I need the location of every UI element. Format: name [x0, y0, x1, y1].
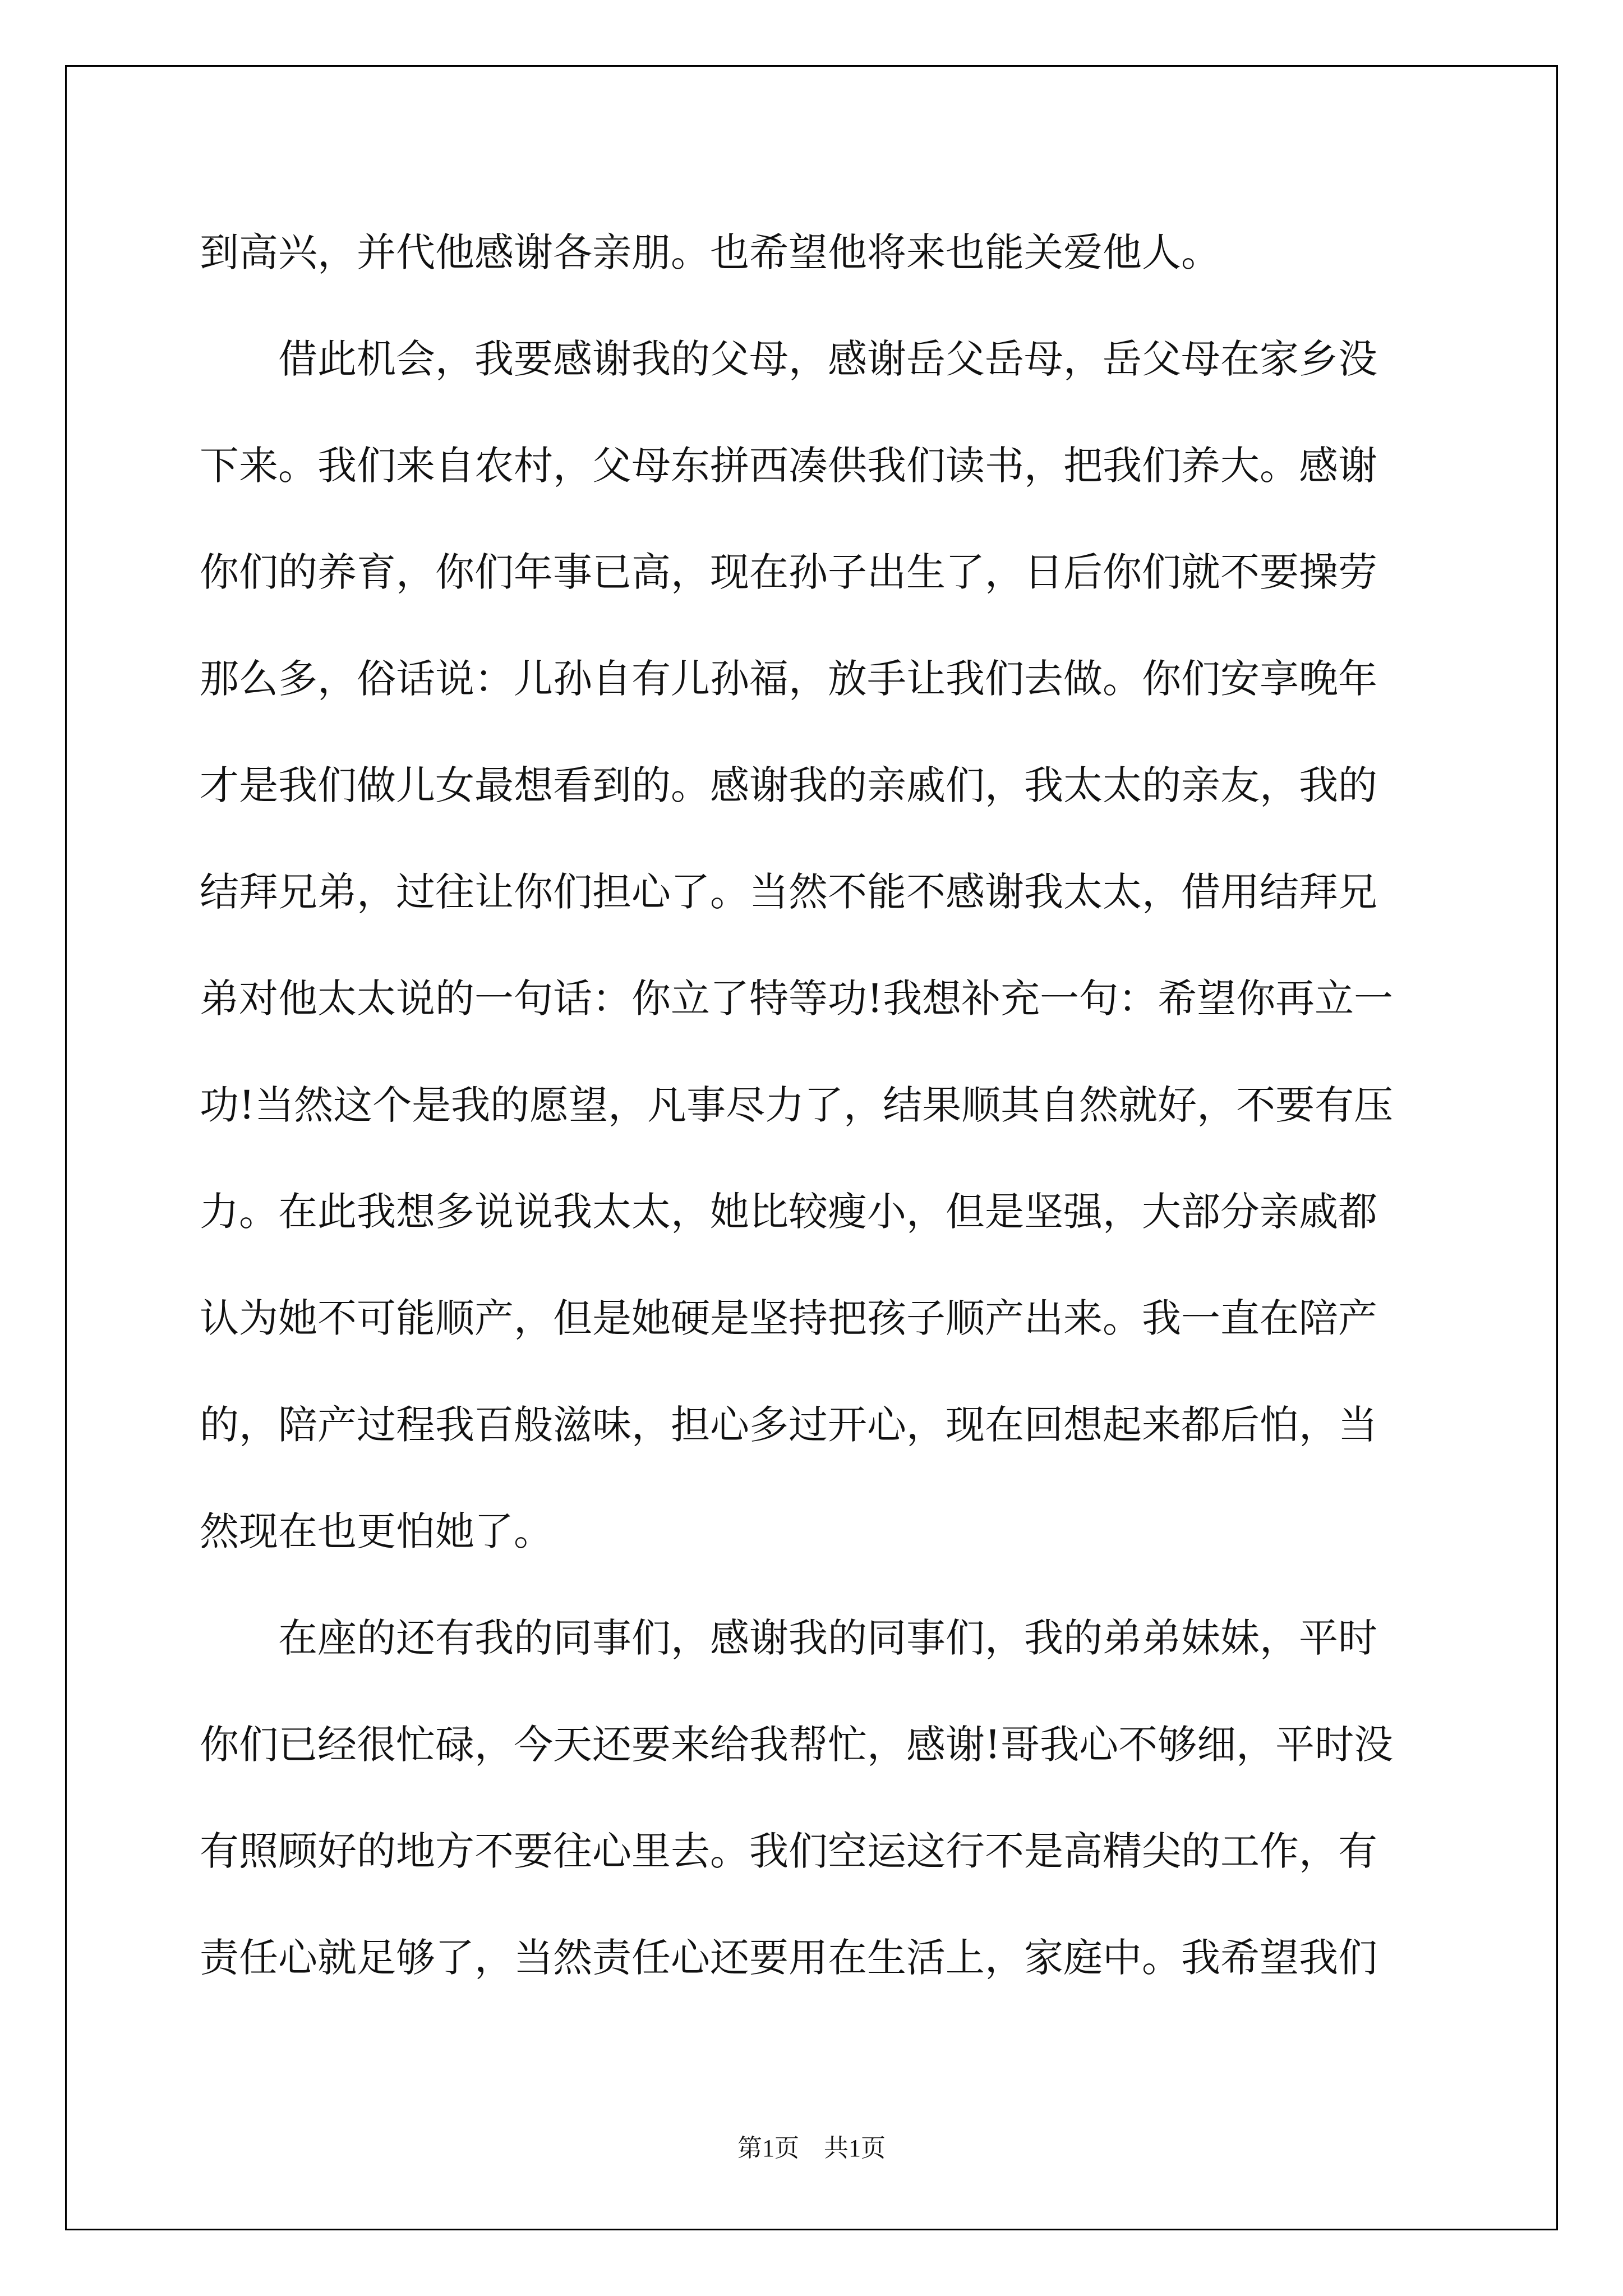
- text-line: 弟对他太太说的一句话：你立了特等功!我想补充一句：希望你再立一: [200, 976, 1394, 1022]
- text-line: 在座的还有我的同事们，感谢我的同事们，我的弟弟妹妹，平时: [200, 1615, 1377, 1661]
- text-line: 认为她不可能顺产，但是她硬是坚持把孩子顺产出来。我一直在陪产: [200, 1295, 1377, 1341]
- text-line: 你们已经很忙碌，今天还要来给我帮忙，感谢!哥我心不够细，平时没: [200, 1722, 1394, 1768]
- text-line: 有照顾好的地方不要往心里去。我们空运这行不是高精尖的工作，有: [200, 1828, 1377, 1874]
- text-line: 到高兴，并代他感谢各亲朋。也希望他将来也能关爱他人。: [200, 229, 1220, 275]
- text-line: 责任心就足够了，当然责任心还要用在生活上，家庭中。我希望我们: [200, 1935, 1377, 1981]
- text-line: 力。在此我想多说说我太太，她比较瘦小，但是坚强，大部分亲戚都: [200, 1189, 1377, 1235]
- text-line: 才是我们做儿女最想看到的。感谢我的亲戚们，我太太的亲友，我的: [200, 762, 1377, 808]
- text-line: 然现在也更怕她了。: [200, 1508, 553, 1554]
- text-line: 那么多，俗话说：儿孙自有儿孙福，放手让我们去做。你们安享晚年: [200, 656, 1377, 702]
- document-body: [200, 199, 1428, 2011]
- text-line: 借此机会，我要感谢我的父母，感谢岳父岳母，岳父母在家乡没: [200, 336, 1377, 382]
- text-line: 下来。我们来自农村，父母东拼西凑供我们读书，把我们养大。感谢: [200, 443, 1377, 489]
- text-line: 功!当然这个是我的愿望，凡事尽力了，结果顺其自然就好，不要有压: [200, 1082, 1394, 1128]
- text-line: 的，陪产过程我百般滋味，担心多过开心，现在回想起来都后怕，当: [200, 1402, 1377, 1448]
- text-line: 你们的养育，你们年事已高，现在孙子出生了，日后你们就不要操劳: [200, 549, 1377, 595]
- page-number-footer: 第1页 共1页: [737, 2134, 886, 2162]
- text-line: 结拜兄弟，过往让你们担心了。当然不能不感谢我太太，借用结拜兄: [200, 869, 1377, 915]
